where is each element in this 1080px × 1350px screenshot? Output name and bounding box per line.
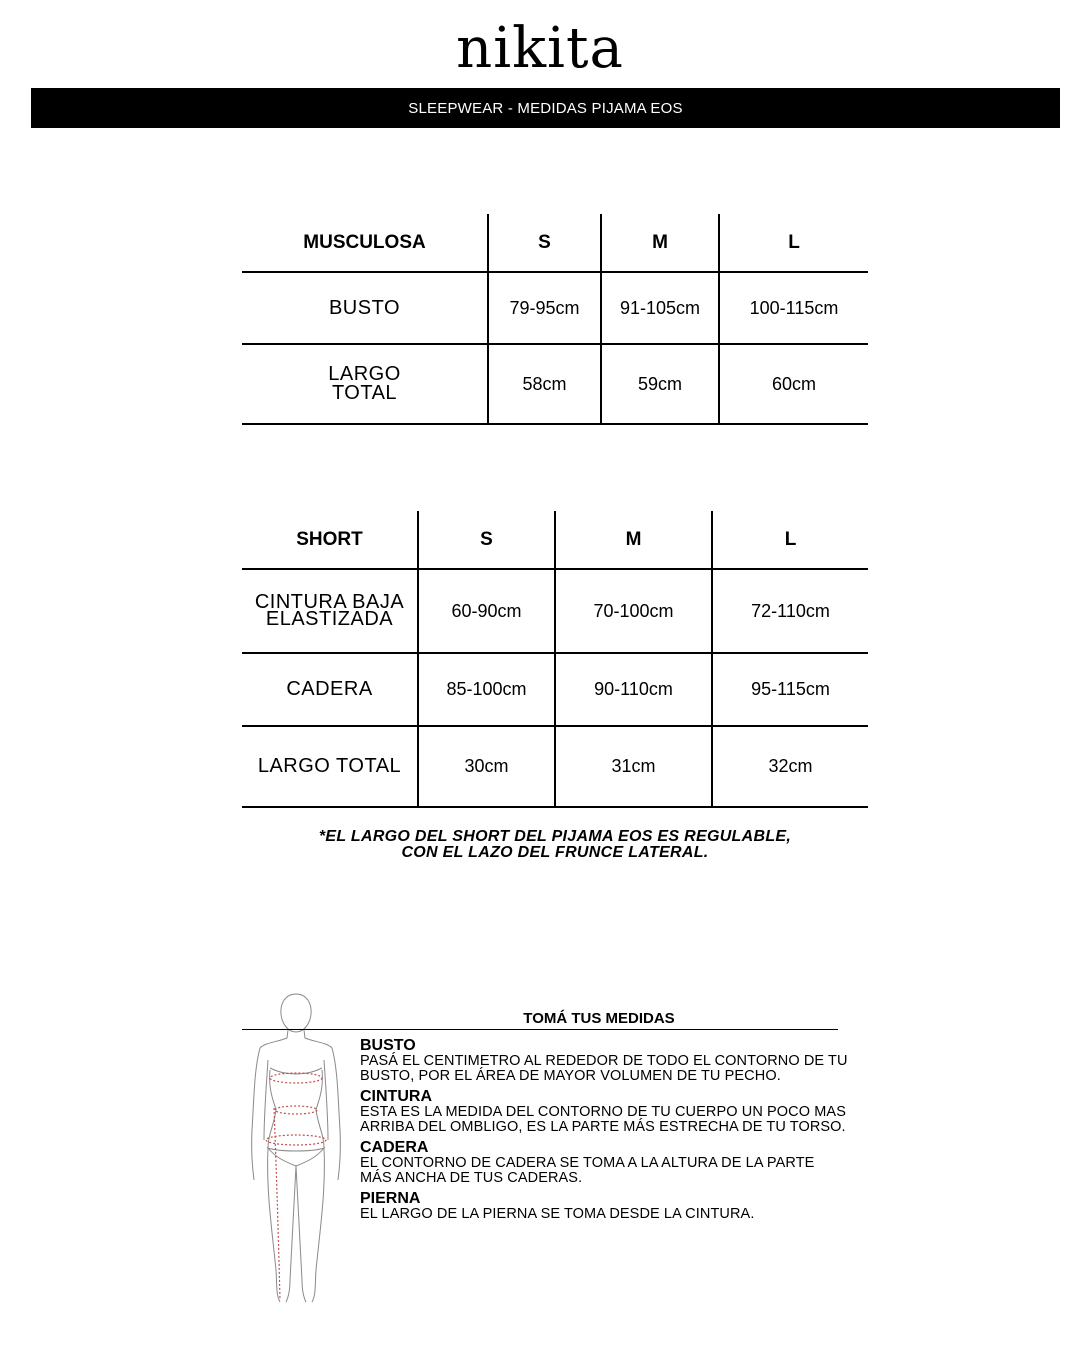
- row-label-line: LARGO: [328, 363, 401, 385]
- musculosa-size-table: [242, 214, 868, 425]
- row-label: [242, 569, 418, 653]
- table-cell: 85-100cm: [418, 653, 555, 726]
- measure-text: PASÁ EL CENTIMETRO AL REDEDOR DE TODO EL CONTORNO DE TU BUSTO, POR EL ÁREA DE MAYOR VOLUMEN DE TU PECHO.: [360, 1053, 848, 1084]
- table-cell: 79-95cm: [488, 272, 601, 344]
- table-cell: 59cm: [601, 344, 719, 424]
- table-header-cell: SHORT: [242, 511, 418, 569]
- table-cell: 70-100cm: [555, 569, 712, 653]
- leg-measure-line: [274, 1108, 280, 1300]
- underwear-outline: [268, 1148, 324, 1166]
- table-header-cell: M: [601, 214, 719, 272]
- table-cell: 58cm: [488, 344, 601, 424]
- right-arm-outline: [332, 1048, 340, 1180]
- left-shoulder-outline: [260, 1030, 288, 1048]
- right-leg-outline: [312, 1148, 324, 1302]
- left-inner-arm-outline: [264, 1060, 268, 1140]
- short-size-table: [242, 511, 868, 808]
- measure-text: EL LARGO DE LA PIERNA SE TOMA DESDE LA CINTURA.: [360, 1206, 755, 1222]
- banner-title: SLEEPWEAR - MEDIDAS PIJAMA EOS: [408, 99, 683, 117]
- table-cell: 32cm: [712, 726, 868, 807]
- table-header-cell: MUSCULOSA: [242, 214, 488, 272]
- table-row: [242, 344, 868, 424]
- table-cell: 95-115cm: [712, 653, 868, 726]
- head-outline: [281, 994, 311, 1032]
- measure-heading: CINTURA: [360, 1088, 432, 1105]
- table-header-cell: L: [712, 511, 868, 569]
- table-cell: 91-105cm: [601, 272, 719, 344]
- measure-heading: CADERA: [360, 1139, 429, 1156]
- table-header-cell: L: [719, 214, 868, 272]
- right-shoulder-outline: [304, 1030, 332, 1048]
- note-line: *EL LARGO DEL SHORT DEL PIJAMA EOS ES REGULABLE,: [318, 828, 792, 845]
- short-adjustable-note: [240, 829, 870, 861]
- body-figure-illustration: [240, 990, 360, 1310]
- row-label: CADERA: [242, 653, 418, 726]
- left-inner-leg-outline: [286, 1166, 296, 1302]
- table-cell: 100-115cm: [719, 272, 868, 344]
- table-cell: 72-110cm: [712, 569, 868, 653]
- table-cell: 31cm: [555, 726, 712, 807]
- right-torso-outline: [316, 1070, 324, 1148]
- table-row: [242, 569, 868, 653]
- row-label: [242, 344, 488, 424]
- table-cell: 30cm: [418, 726, 555, 807]
- note-line: CON EL LAZO DEL FRUNCE LATERAL.: [401, 844, 709, 861]
- table-row: [242, 726, 868, 807]
- measure-guide-divider: [242, 1029, 838, 1030]
- row-label: BUSTO: [242, 272, 488, 344]
- waist-measure-line: [275, 1106, 317, 1114]
- brand-logo: nikita: [456, 16, 624, 81]
- table-header-cell: M: [555, 511, 712, 569]
- table-header-cell: S: [418, 511, 555, 569]
- measure-item-busto: [360, 1037, 850, 1084]
- table-cell: 90-110cm: [555, 653, 712, 726]
- measure-text: ESTA ES LA MEDIDA DEL CONTORNO DE TU CUERPO UN POCO MAS ARRIBA DEL OMBLIGO, ES LA PARTE MÁS ESTRECHA DE TU TORSO.: [360, 1104, 846, 1135]
- table-header-cell: S: [488, 214, 601, 272]
- row-label: LARGO TOTAL: [242, 726, 418, 807]
- measure-heading: PIERNA: [360, 1190, 421, 1207]
- row-label-line: CINTURA BAJA: [254, 591, 405, 613]
- table-row: [242, 653, 868, 726]
- row-label-line: ELASTIZADA: [265, 608, 394, 630]
- table-header-row: [242, 214, 868, 272]
- right-inner-leg-outline: [296, 1166, 306, 1302]
- table-cell: 60-90cm: [418, 569, 555, 653]
- right-inner-arm-outline: [324, 1060, 328, 1140]
- measure-item-cadera: [360, 1139, 850, 1186]
- measure-guide-list: [360, 1037, 850, 1226]
- page-banner: [31, 88, 1060, 128]
- measure-guide-title: TOMÁ TUS MEDIDAS: [523, 1010, 675, 1027]
- measure-text: EL CONTORNO DE CADERA SE TOMA A LA ALTURA DE LA PARTE MÁS ANCHA DE TUS CADERAS.: [360, 1155, 815, 1186]
- measure-item-pierna: [360, 1190, 850, 1222]
- measure-heading: BUSTO: [360, 1037, 416, 1054]
- table-row: [242, 272, 868, 344]
- table-cell: 60cm: [719, 344, 868, 424]
- left-arm-outline: [252, 1048, 260, 1180]
- table-header-row: [242, 511, 868, 569]
- measure-item-cintura: [360, 1088, 850, 1135]
- row-label-line: TOTAL: [331, 382, 398, 404]
